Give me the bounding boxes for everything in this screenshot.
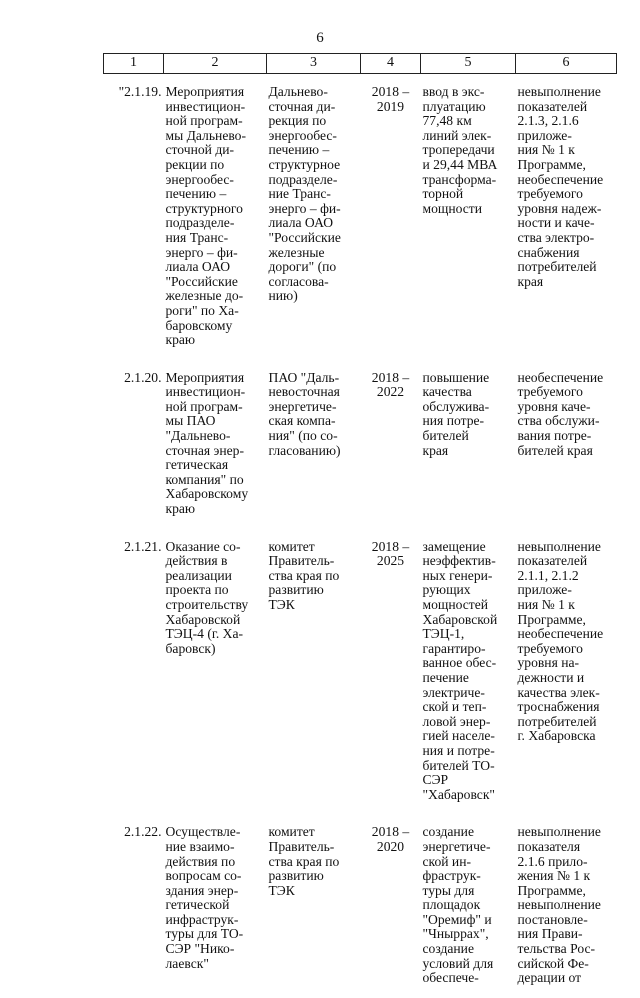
measure-name: Осуществле- ние взаимо- действия по вопросам со- здания энер- гетической инфраструк- туры для ТО- СЭР "Нико- лаевск" <box>165 824 244 971</box>
measure-name: Оказание со- действия в реализации проекта по строительству Хабаровской ТЭЦ-4 (г. Ха- баровск) <box>165 538 249 656</box>
item-number: 2.1.21. <box>124 538 162 554</box>
implementation-years: 2018 – 2022 <box>371 369 410 400</box>
page-number: 6 <box>316 30 324 46</box>
item-number: "2.1.19. <box>118 84 162 99</box>
program-measures-table <box>103 53 617 998</box>
table-row <box>104 529 617 815</box>
table-row <box>104 814 617 998</box>
item-number: 2.1.22. <box>124 824 162 840</box>
measure-name: Мероприятия инвестицион- ной програм- мы Дальнево- сточной ди- рекции по энергообес- печению – структурного подразделе- ния Транс- энерго – фи- лиала ОАО "Российские железные до- роги" по Ха- баровскому краю <box>165 84 247 348</box>
consequence-of-failure: невыполнение показателей 2.1.1, 2.1.2 приложе- ния № 1 к Программе, необеспечение требуемого уровня на- дежности и качества элек- троснабжения потребителей г. Хабаровска <box>517 538 604 744</box>
measure-name: Мероприятия инвестицион- ной програм- мы ПАО "Дальнево- сточная энер- гетическая компания" по Хабаровскому краю <box>165 369 249 517</box>
implementation-years: 2018 – 2019 <box>371 84 410 114</box>
column-number-4: 4 <box>361 54 421 74</box>
column-number-5: 5 <box>421 54 516 74</box>
implementation-years: 2018 – 2020 <box>371 824 410 854</box>
column-number-header-row <box>104 54 617 74</box>
table-row <box>104 360 617 529</box>
consequence-of-failure: невыполнение показателей 2.1.3, 2.1.6 приложе- ния № 1 к Программе, необеспечение требуемого уровня надеж- ности и каче- ства электро- снабжения потребителей края <box>517 84 604 289</box>
executor: Дальнево- сточная ди- рекция по энергообес- печению – структурное подразделе- ние Транс- энерго – фи- лиала ОАО "Российские железные дороги" (по согласова- нию) <box>268 84 341 304</box>
expected-result: замещение неэффектив- ных генери- рующих мощностей Хабаровской ТЭЦ-1, гарантиро- ванное обес- печение электриче- ской и теп- ловой энер- гией населе- ния и потре- бителей ТО- СЭР "Хабаровск" <box>422 538 498 802</box>
implementation-years: 2018 – 2025 <box>371 538 410 569</box>
column-number-6: 6 <box>516 54 617 74</box>
consequence-of-failure: невыполнение показателя 2.1.6 прило- жения № 1 к Программе, невыполнение постановле- ния Прави- тельства Рос- сийской Фе- дерации от <box>517 824 601 986</box>
column-number-3: 3 <box>267 54 361 74</box>
column-number-1: 1 <box>104 54 164 74</box>
table-row <box>104 74 617 360</box>
consequence-of-failure: необеспечение требуемого уровня каче- ства обслужи- вания потре- бителей края <box>517 369 604 458</box>
executor: комитет Правитель- ства края по развитию ТЭК <box>268 538 340 612</box>
column-number-2: 2 <box>164 54 267 74</box>
expected-result: ввод в экс- плуатацию 77,48 км линий элек- тропередачи и 29,44 МВА трансформа- торной мощности <box>422 84 498 216</box>
item-number: 2.1.20. <box>124 369 162 385</box>
expected-result: создание энергетиче- ской ин- фраструк- туры для площадок "Оремиф" и "Чныррах", создание условий для обеспече- <box>422 824 494 986</box>
executor: ПАО "Даль- невосточная энергетиче- ская компа- ния" (по со- гласованию) <box>268 369 341 458</box>
executor: комитет Правитель- ства края по развитию ТЭК <box>268 824 340 898</box>
expected-result: повышение качества обслужива- ния потре- бителей края <box>422 369 490 458</box>
